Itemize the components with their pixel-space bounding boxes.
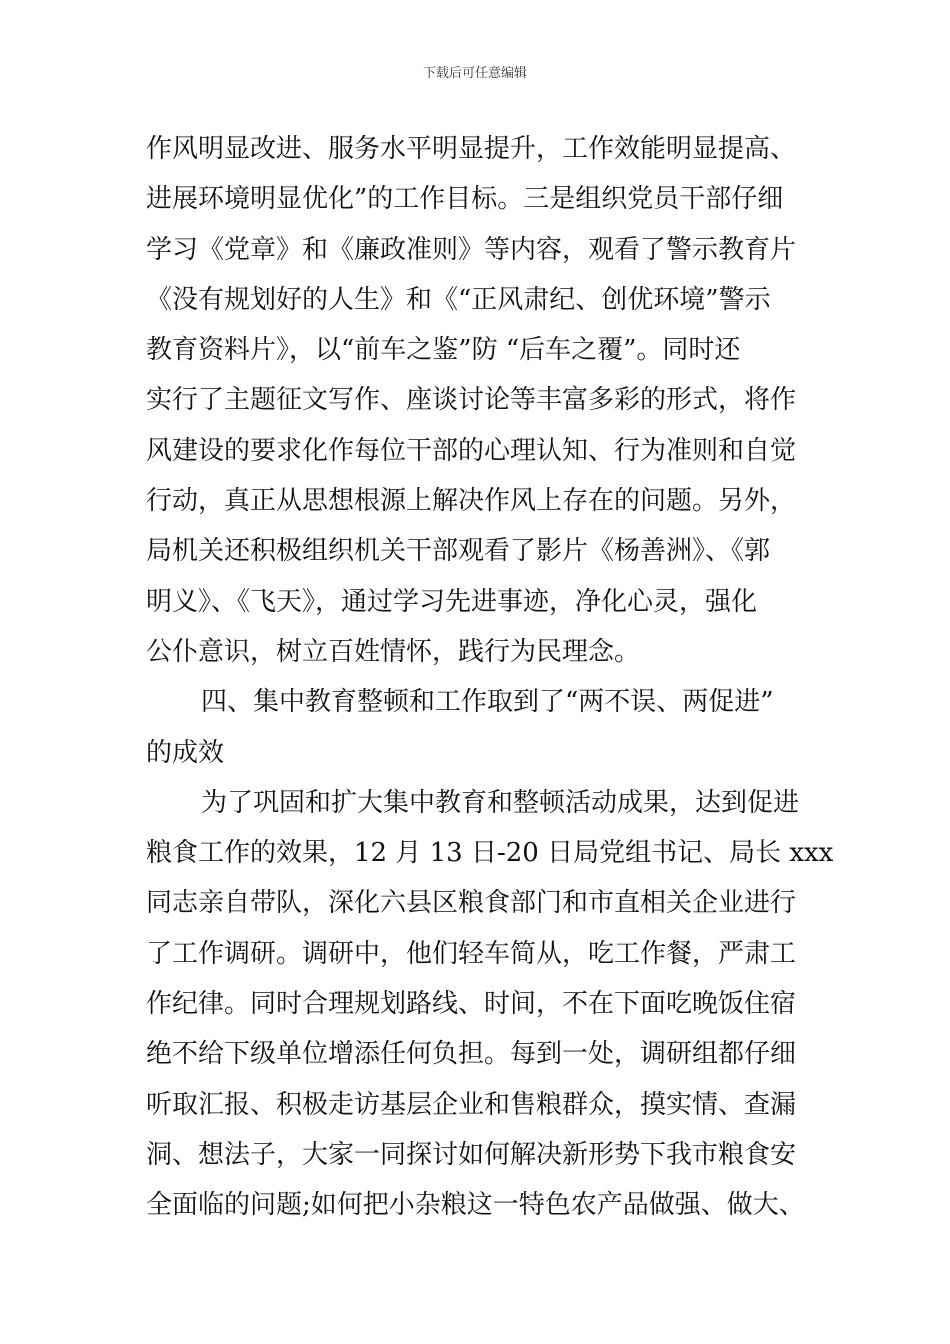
- text-line: 风建设的要求化作每位干部的心理认知、行为准则和自觉: [146, 435, 797, 466]
- document-body: [146, 124, 834, 1231]
- text-line: 明义》、《飞天》，通过学习先进事迹，净化心灵，强化: [146, 586, 758, 617]
- text-line: 了工作调研。调研中，他们轻车简从，吃工作餐，严肃工: [146, 938, 797, 969]
- text-line: 学习《党章》和《廉政准则》等内容，观看了警示教育片: [146, 234, 797, 265]
- paragraph-3: [146, 778, 834, 1231]
- section-heading: [146, 677, 814, 778]
- text-line: 听取汇报、积极走访基层企业和售粮群众，摸实情、查漏: [146, 1089, 797, 1120]
- text-line: 作风明显改进、服务水平明显提升，工作效能明显提高、: [146, 134, 797, 164]
- text-line: 全面临的问题;如何把小杂粮这一特色农产品做强、做大、: [146, 1190, 805, 1221]
- text-line: 洞、想法子，大家一同探讨如何解决新形势下我市粮食安: [146, 1139, 797, 1170]
- text-line: 粮食工作的效果，12 月 13 日-20 日局党组书记、局长 xxx: [146, 838, 834, 869]
- text-line: 局机关还积极组织机关干部观看了影片《杨善洲》、《郭: [146, 536, 771, 567]
- text-line: 作纪律。同时合理规划路线、时间，不在下面吃晚饭住宿: [146, 989, 797, 1020]
- text-line: 《没有规划好的人生》和《“正风肃纪、创优环境”警示: [146, 284, 771, 315]
- text-line: 实行了主题征文写作、座谈讨论等丰富多彩的形式，将作: [146, 385, 797, 416]
- text-line: 绝不给下级单位增添任何负担。每到一处，调研组都仔细: [146, 1039, 797, 1070]
- text-line: 同志亲自带队，深化六县区粮食部门和市直相关企业进行: [146, 888, 797, 919]
- text-line: 四、集中教育整顿和工作取到了“两不误、两促进”: [201, 687, 774, 718]
- text-line: 行动，真正从思想根源上解决作风上存在的问题。另外，: [146, 486, 797, 517]
- text-line: 进展环境明显优化”的工作目标。三是组织党员干部仔细: [146, 184, 784, 215]
- paragraph-1: [146, 124, 814, 677]
- text-line: 教育资料片》，以“前车之鉴”防 “后车之覆”。同时还: [146, 335, 741, 366]
- text-line: 的成效: [146, 737, 225, 768]
- text-line: 公仆意识，树立百姓情怀，践行为民理念。: [146, 636, 641, 667]
- text-line: 为了巩固和扩大集中教育和整顿活动成果，达到促进: [201, 787, 800, 818]
- page-header: 下载后可任意编辑: [422, 66, 527, 81]
